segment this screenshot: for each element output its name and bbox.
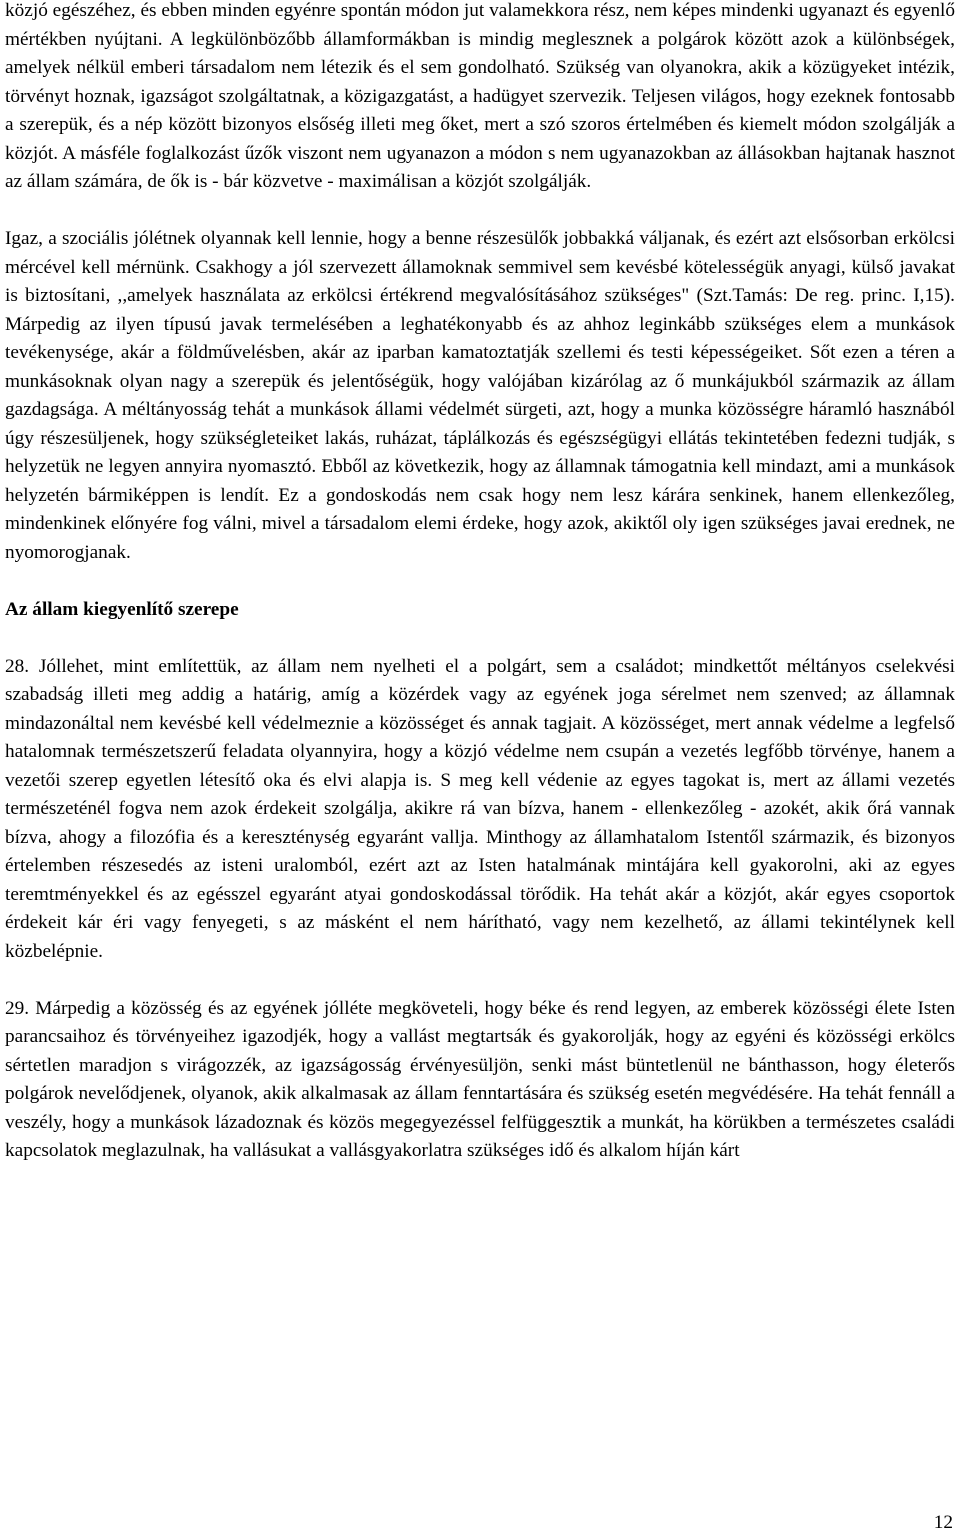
section-heading: Az állam kiegyenlítő szerepe bbox=[5, 598, 239, 620]
page-number: 12 bbox=[933, 1512, 953, 1533]
paragraph: 28. Jóllehet, mint említettük, az állam nem nyelheti el a polgárt, sem a családot; mindkettőt méltányos cselekvési szabadság illeti meg addig a határig, amíg a közérdek vagy az egyének joga sérelmet nem szenved; az államnak mindazonáltal nem kevésbé kell védelmeznie a közösséget és annak tagjait. A közösséget, mert annak védelme a legfelső hatalomnak természetszerű feladata olyannyira, hogy a közjó védelme nem csupán a vezetés legfőbb törvénye, hanem a vezetői szerep egyetlen létesítő oka és elvi alapja is. S meg kell védenie az egyes tagokat is, mert az állami vezetés természeténél fogva nem azok érdekeit szolgálja, akikre rá van bízva, hanem - ellenkezőleg - azokét, akik őrá vannak bízva, ahogy a filozófia és a kereszténység egyaránt vallja. Minthogy az államhatalom Istentől származik, és bizonyos értelemben részesedés az isteni uralomból, ezért azt az Isten hatalmának mintájára kell gyakorolni, aki az egyes teremtményekkel és az egésszel egyaránt atyai gondoskodással törődik. Ha tehát akár a közjót, akár egyes csoportok érdekeit kár éri vagy fenyegeti, s az másként el nem hárítható, vagy nem kezelhető, az állami tekintélynek kell közbelépnie. bbox=[5, 655, 955, 962]
document-page bbox=[5, 0, 955, 1166]
paragraph: 29. Márpedig a közösség és az egyének jólléte megköveteli, hogy béke és rend legyen, az emberek közösségi élete Isten parancsaihoz és törvényeihez igazodjék, hogy a vallást megtartsák és gyakorolják, hogy az egyéni és közösségi erkölcs sértetlen maradjon s virágozzék, az igazságosság érvényesüljön, senki mást büntetlenül ne bánthasson, hogy életerős polgárok nevelődjenek, olyanok, akik alkalmasak az állam fenntartására és szükség esetén megvédésére. Ha tehát fennáll a veszély, hogy a munkások lázadoznak és közös megegyezéssel felfüggesztik a munkát, ha körükben a természetes családi kapcsolatok meglazulnak, ha vallásukat a vallásgyakorlatra szükséges idő és alkalom híján kárt bbox=[5, 997, 955, 1161]
paragraph: közjó egészéhez, és ebben minden egyénre spontán módon jut valamekkora rész, nem képes mindenki ugyanazt és egyenlő mértékben nyújtani. A legkülönbözőbb államformákban is mindig meglesznek a polgárok között azok a különbségek, amelyek nélkül emberi társadalom nem létezik és el sem gondolható. Szükség van olyanokra, akik a közügyeket intézik, törvényt hoznak, igazságot szolgáltatnak, a közigazgatást, a hadügyet szervezik. Teljesen világos, hogy ezeknek fontosabb a szerepük, és a nép között bizonyos elsőség illeti meg őket, mert a szó szoros értelmében és kiemelt módon szolgálják a közjót. A másféle foglalkozást űzők viszont nem ugyanazon a módon s nem ugyanazokban az állásokban hajtanak hasznot az állam számára, de ők is - bár közvetve - maximálisan a közjót szolgálják. bbox=[5, 0, 955, 192]
paragraph: Igaz, a szociális jólétnek olyannak kell lennie, hogy a benne részesülők jobbakká váljanak, és ezért azt elsősorban erkölcsi mércével kell mérnünk. Csakhogy a jól szervezett államoknak semmivel sem kevésbé kötelességük anyagi, külső javakat is biztosítani, ,,amelyek használata az erkölcsi értékrend megvalósításához szükséges" (Szt.Tamás: De reg. princ. I,15). Márpedig az ilyen típusú javak termelésében a leghatékonyabb és az ahhoz leginkább szükséges elem a munkások tevékenysége, akár a földművelésben, akár az iparban kamatoztatják szellemi és testi képességeiket. Sőt ezen a téren a munkásoknak olyan nagy a szerepük és jelentőségük, hogy valójában kizárólag az ő munkájukból származik az állam gazdagsága. A méltányosság tehát a munkások állami védelmét sürgeti, azt, hogy a munka közösségre háramló hasznából úgy részesüljenek, hogy szükségleteiket lakás, ruházat, táplálkozás és egészségügyi ellátás tekintetében fedezni tudják, s helyzetük ne legyen annyira nyomasztó. Ebből az következik, hogy az államnak támogatnia kell mindazt, ami a munkások helyzetén bármiképpen is lendít. Ez a gondoskodás nem csak hogy nem lesz kárára senkinek, hanem ellenkezőleg, mindenkinek előnyére fog válni, mivel a társadalom elemi érdeke, hogy azok, akiktől oly igen szükséges javai erednek, ne nyomorogjanak. bbox=[5, 228, 955, 563]
